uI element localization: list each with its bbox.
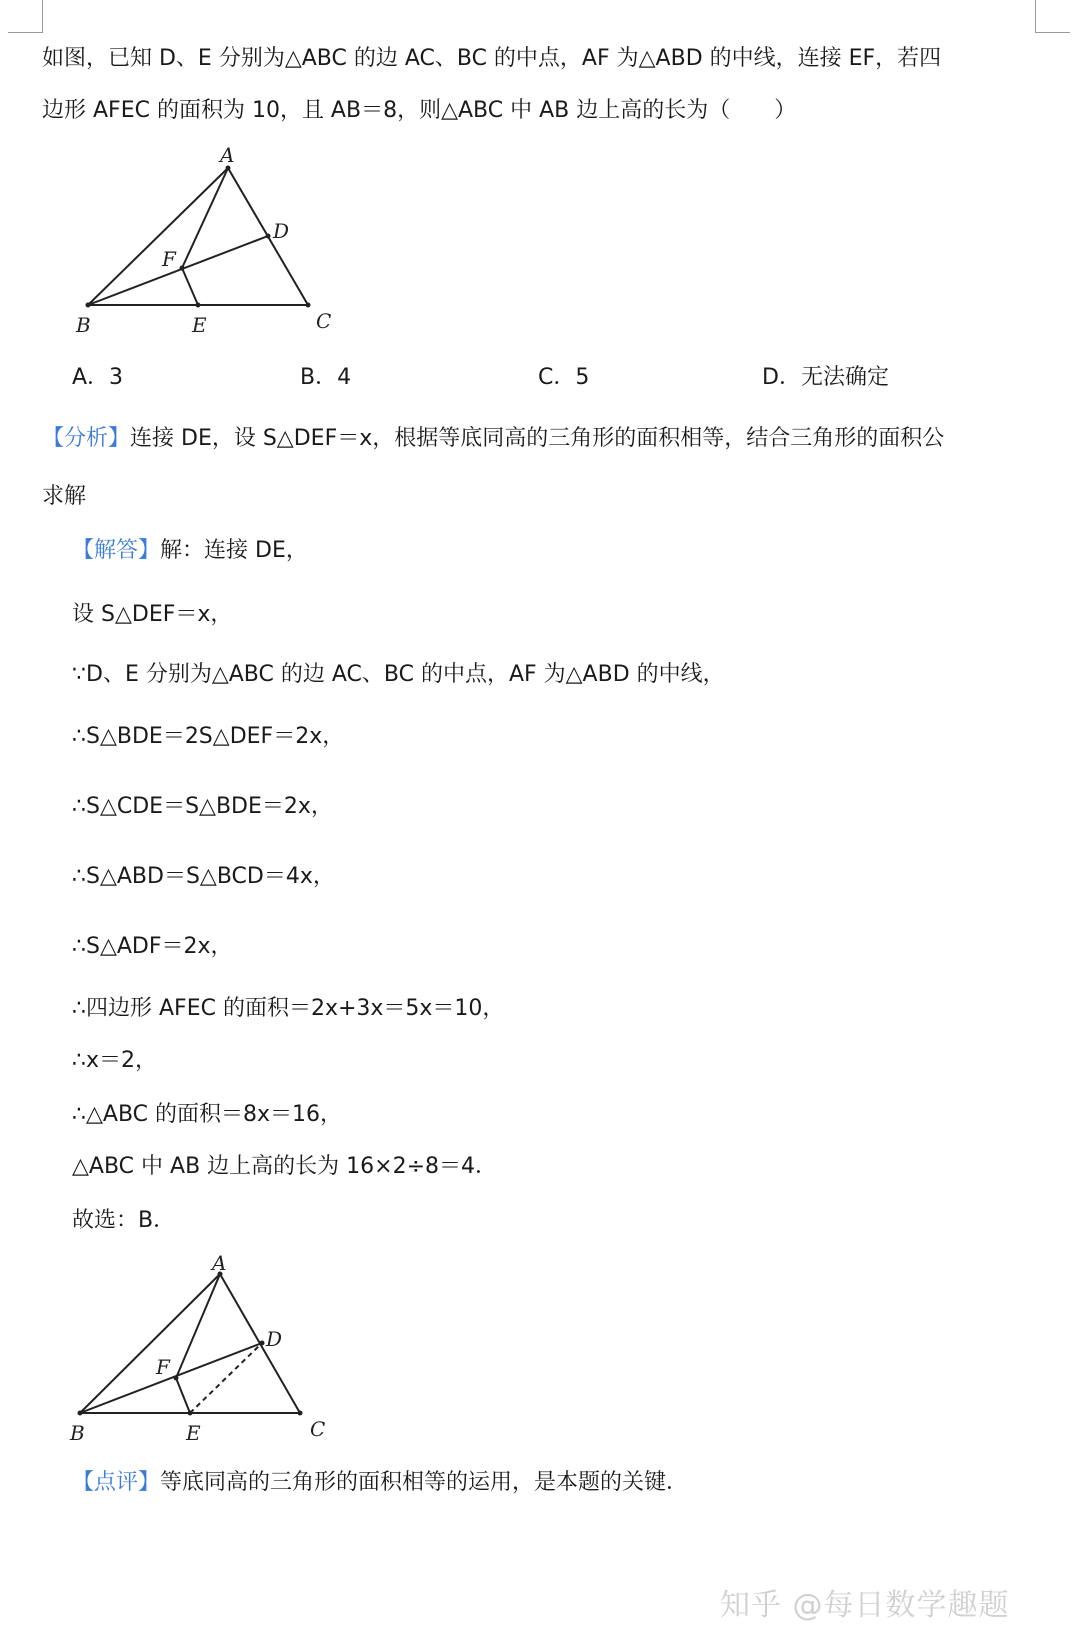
label-a: A: [212, 1251, 227, 1275]
segment-bd: [88, 236, 268, 305]
label-b: B: [76, 313, 91, 337]
option-a: A．3: [72, 365, 124, 390]
solution-tag: 【解答】: [72, 538, 161, 563]
label-f: F: [156, 1355, 170, 1379]
analysis-text-1: 连接 DE，设 S△DEF＝x，根据等底同高的三角形的面积相等，结合三角形的面积公: [130, 426, 945, 451]
question-line-2: 边形 AFEC 的面积为 10，且 AB＝8，则△ABC 中 AB 边上高的长为（ ）: [42, 98, 797, 123]
segment-de-dashed: [190, 1343, 262, 1413]
solution-step: ∴x＝2，: [72, 1048, 158, 1073]
option-b: B．4: [300, 365, 352, 390]
comment-text: 等底同高的三角形的面积相等的运用，是本题的关键．: [160, 1470, 689, 1495]
question-line-1: 如图，已知 D、E 分别为△ABC 的边 AC、BC 的中点，AF 为△ABD 的中线，连接 EF，若四: [42, 46, 942, 71]
watermark-text: 知乎 @每日数学趣题: [720, 1588, 1010, 1623]
solution-step: 设 S△DEF＝x，: [72, 602, 233, 627]
segment-ab: [80, 1274, 220, 1413]
segment-bd: [80, 1343, 262, 1413]
solution-head-text: 解：连接 DE，: [160, 538, 308, 563]
label-d: D: [273, 219, 290, 243]
analysis-tag: 【分析】: [42, 426, 131, 451]
solution-step: △ABC 中 AB 边上高的长为 16×2÷8＝4．: [72, 1154, 498, 1179]
solution-step: ∴S△CDE＝S△BDE＝2x，: [72, 794, 333, 819]
label-e: E: [192, 313, 207, 337]
label-e: E: [186, 1421, 201, 1445]
crop-mark-right: [1035, 0, 1070, 33]
label-c: C: [316, 309, 332, 333]
solution-step: 故选：B．: [72, 1208, 176, 1233]
label-c: C: [310, 1417, 326, 1441]
crop-mark-left: [8, 0, 43, 33]
label-d: D: [266, 1327, 283, 1351]
triangle-figure-1: [70, 140, 360, 350]
comment-tag: 【点评】: [72, 1470, 161, 1495]
solution-step: ∴S△ADF＝2x，: [72, 934, 233, 959]
analysis-line-2: 求解: [42, 484, 87, 509]
comment-line: [72, 1468, 688, 1498]
solution-step: ∵D、E 分别为△ABC 的边 AC、BC 的中点，AF 为△ABD 的中线，: [72, 662, 725, 687]
solution-step: ∴S△BDE＝2S△DEF＝2x，: [72, 724, 345, 749]
segment-fe: [176, 1378, 190, 1413]
solution-step: ∴S△ABD＝S△BCD＝4x，: [72, 864, 335, 889]
solution-head: [72, 536, 308, 566]
analysis-line-1: [42, 424, 944, 454]
segment-fe: [182, 268, 198, 305]
option-c: C．5: [538, 365, 590, 390]
segment-ab: [88, 168, 228, 305]
triangle-figure-2: [60, 1250, 350, 1455]
label-a: A: [220, 143, 235, 167]
solution-step: ∴△ABC 的面积＝8x＝16，: [72, 1102, 343, 1127]
label-f: F: [162, 247, 176, 271]
option-d: D．无法确定: [762, 365, 889, 390]
label-b: B: [70, 1421, 85, 1445]
solution-step: ∴四边形 AFEC 的面积＝2x+3x＝5x＝10，: [72, 996, 505, 1021]
